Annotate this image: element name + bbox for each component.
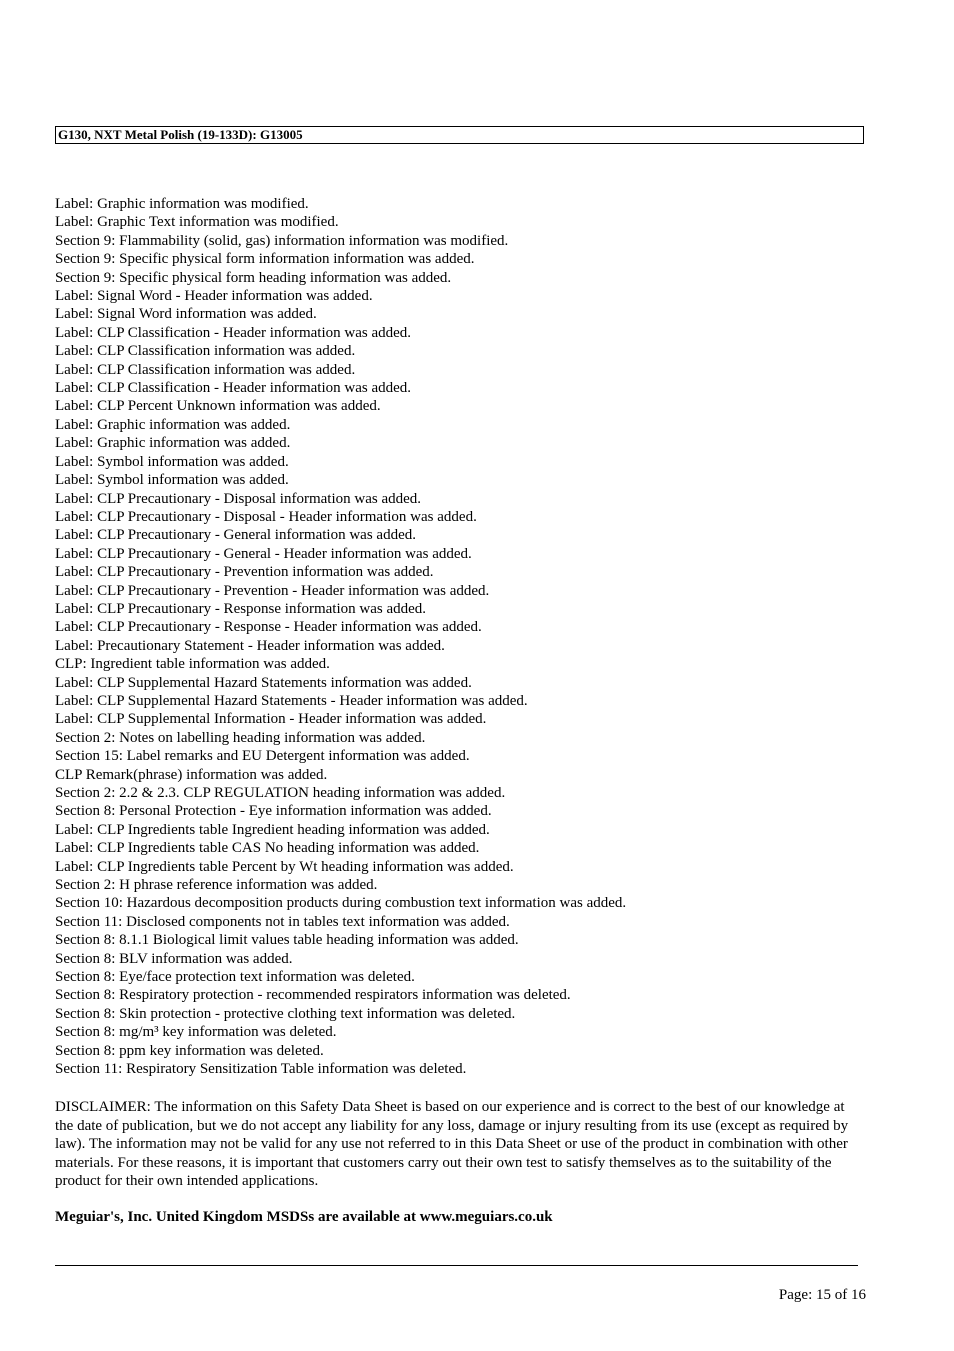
revision-change-item: Section 8: Respiratory protection - recommended respirators information was deleted. — [55, 987, 571, 1004]
revision-changes-list — [55, 195, 875, 1079]
disclaimer-text: DISCLAIMER: The information on this Safety Data Sheet is based on our experience and is correct to the best of our knowledge at the date of publication, but we do not accept any liability for any loss, damage or injury resulting from its use (except as required by law). The information may not be valid for any use not referred to in this Data Sheet or use of the product in combination with other materials. For these reasons, it is important that customers carry out their own test to satisfy themselves as to the suitability of the product for their own intended applications. — [55, 1099, 849, 1189]
revision-change-item: Label: CLP Classification - Header information was added. — [55, 324, 412, 341]
revision-change-item: Section 9: Specific physical form heading information was added. — [55, 269, 452, 286]
revision-change-item: Label: Precautionary Statement - Header information was added. — [55, 637, 445, 654]
revision-change-item: Label: CLP Classification information was added. — [55, 361, 356, 378]
revision-change-item: Label: CLP Precautionary - Response information was added. — [55, 600, 427, 617]
revision-change-item: Section 8: 8.1.1 Biological limit values table heading information was added. — [55, 932, 519, 949]
page-number: Page: 15 of 16 — [778, 1287, 866, 1303]
revision-change-item: Section 8: BLV information was added. — [55, 950, 293, 967]
revision-change-item: Label: CLP Supplemental Hazard Statements - Header information was added. — [55, 692, 528, 709]
revision-change-item: Label: CLP Classification - Header information was added. — [55, 380, 412, 397]
revision-change-item: Label: Symbol information was added. — [55, 472, 289, 489]
revision-change-item: Section 8: ppm key information was deleted. — [55, 1042, 324, 1059]
revision-change-item: Section 11: Respiratory Sensitization Table information was deleted. — [55, 1061, 467, 1078]
revision-change-item: Label: Graphic information was added. — [55, 416, 291, 433]
revision-change-item: Label: CLP Precautionary - General - Header information was added. — [55, 545, 472, 562]
revision-change-item: Label: Graphic information was added. — [55, 435, 291, 452]
revision-change-item: Label: CLP Percent Unknown information was added. — [55, 398, 381, 415]
revision-change-item: Label: CLP Classification information was added. — [55, 343, 356, 360]
revision-change-item: Label: Signal Word - Header information was added. — [55, 288, 373, 305]
revision-change-item: Label: CLP Precautionary - General information was added. — [55, 527, 416, 544]
revision-change-item: Section 10: Hazardous decomposition products during combustion text information was added. — [55, 895, 627, 912]
revision-change-item: Label: CLP Precautionary - Prevention - Header information was added. — [55, 582, 490, 599]
revision-change-item: Section 8: mg/m³ key information was deleted. — [55, 1024, 337, 1041]
footer-divider — [55, 1265, 858, 1266]
msds-availability-note: Meguiar's, Inc. United Kingdom MSDSs are available at www.meguiars.co.uk — [55, 1209, 553, 1225]
revision-change-item: Label: CLP Precautionary - Disposal - Header information was added. — [55, 508, 477, 525]
revision-change-item: Section 2: Notes on labelling heading information was added. — [55, 729, 426, 746]
revision-change-item: Label: CLP Precautionary - Disposal information was added. — [55, 490, 422, 507]
revision-change-item: Section 2: 2.2 & 2.3. CLP REGULATION heading information was added. — [55, 785, 506, 801]
revision-change-item: Section 8: Personal Protection - Eye information information was added. — [55, 803, 492, 820]
revision-change-item: Section 9: Flammability (solid, gas) information information was modified. — [55, 232, 509, 249]
revision-change-item: Label: Signal Word information was added. — [55, 306, 317, 323]
document-title: G130, NXT Metal Polish (19-133D): G13005 — [58, 127, 303, 142]
revision-change-item: Label: CLP Supplemental Information - Header information was added. — [55, 711, 487, 728]
revision-change-item: Section 8: Eye/face protection text information was deleted. — [55, 969, 415, 986]
revision-change-item: Label: CLP Supplemental Hazard Statements information was added. — [55, 674, 472, 691]
revision-change-item: CLP: Ingredient table information was added. — [55, 656, 330, 673]
revision-change-item: Section 11: Disclosed components not in tables text information was added. — [55, 913, 510, 930]
document-header-box — [55, 126, 864, 144]
revision-change-item: Label: CLP Ingredients table Ingredient heading information was added. — [55, 821, 490, 838]
revision-change-item: Section 9: Specific physical form information information was added. — [55, 251, 475, 268]
revision-change-item: Section 15: Label remarks and EU Detergent information was added. — [55, 748, 470, 765]
revision-change-item: Label: Graphic information was modified. — [55, 196, 309, 212]
revision-change-item: Label: CLP Precautionary - Prevention information was added. — [55, 564, 434, 581]
revision-change-item: CLP Remark(phrase) information was added. — [55, 766, 328, 783]
revision-change-item: Label: Symbol information was added. — [55, 453, 289, 470]
revision-change-item: Label: CLP Ingredients table Percent by Wt heading information was added. — [55, 858, 514, 875]
revision-change-item: Label: Graphic Text information was modified. — [55, 214, 339, 231]
revision-change-item: Label: CLP Ingredients table CAS No heading information was added. — [55, 840, 480, 857]
revision-change-item: Label: CLP Precautionary - Response - Header information was added. — [55, 619, 482, 636]
revision-change-item: Section 8: Skin protection - protective clothing text information was deleted. — [55, 1005, 516, 1022]
revision-change-item: Section 2: H phrase reference information was added. — [55, 877, 378, 894]
